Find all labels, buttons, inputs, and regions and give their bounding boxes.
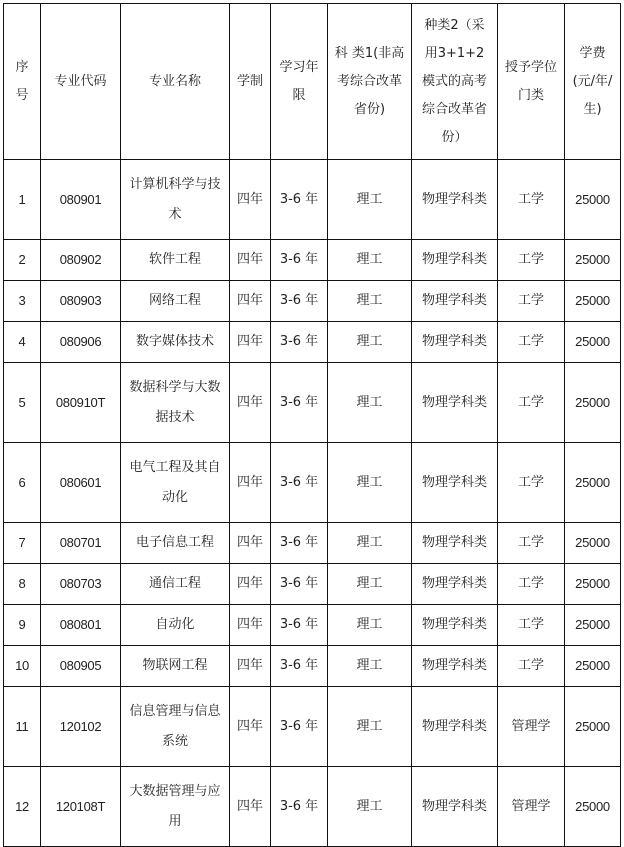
header-system: 学制 [230,4,271,160]
header-code: 专业代码 [41,4,121,160]
cell-index: 11 [4,687,41,767]
cell-code: 080903 [41,281,121,322]
cell-system: 四年 [230,523,271,564]
header-fee: 学费(元/年/生) [565,4,621,160]
cell-category1: 理工 [328,281,412,322]
cell-name: 数字媒体技术 [121,322,230,363]
cell-fee: 25000 [565,767,621,847]
cell-years: 3-6 年 [271,564,328,605]
cell-category1: 理工 [328,646,412,687]
cell-category1: 理工 [328,564,412,605]
cell-name: 软件工程 [121,240,230,281]
cell-category2: 物理学科类 [412,322,498,363]
cell-index: 3 [4,281,41,322]
cell-code: 080801 [41,605,121,646]
cell-index: 7 [4,523,41,564]
cell-category1: 理工 [328,363,412,443]
cell-name: 物联网工程 [121,646,230,687]
cell-years: 3-6 年 [271,523,328,564]
cell-degree: 工学 [498,443,565,523]
cell-category1: 理工 [328,687,412,767]
cell-category2: 物理学科类 [412,564,498,605]
cell-system: 四年 [230,160,271,240]
cell-code: 080901 [41,160,121,240]
cell-years: 3-6 年 [271,240,328,281]
cell-name: 电子信息工程 [121,523,230,564]
cell-category2: 物理学科类 [412,646,498,687]
cell-index: 1 [4,160,41,240]
cell-years: 3-6 年 [271,160,328,240]
cell-category2: 物理学科类 [412,160,498,240]
cell-category2: 物理学科类 [412,523,498,564]
majors-table [3,3,621,847]
cell-fee: 25000 [565,646,621,687]
table-row [4,767,621,847]
cell-fee: 25000 [565,160,621,240]
table-row [4,523,621,564]
cell-fee: 25000 [565,523,621,564]
cell-index: 9 [4,605,41,646]
cell-name: 计算机科学与技术 [121,160,230,240]
cell-code: 080701 [41,523,121,564]
table-row [4,363,621,443]
cell-name: 电气工程及其自动化 [121,443,230,523]
cell-name: 数据科学与大数据技术 [121,363,230,443]
cell-degree: 工学 [498,363,565,443]
cell-fee: 25000 [565,564,621,605]
header-name: 专业名称 [121,4,230,160]
cell-category1: 理工 [328,240,412,281]
cell-degree: 工学 [498,523,565,564]
cell-fee: 25000 [565,322,621,363]
header-row [4,4,621,160]
cell-code: 080910T [41,363,121,443]
cell-name: 信息管理与信息系统 [121,687,230,767]
cell-code: 080902 [41,240,121,281]
header-years: 学习年限 [271,4,328,160]
cell-degree: 管理学 [498,767,565,847]
cell-degree: 工学 [498,564,565,605]
cell-category2: 物理学科类 [412,605,498,646]
cell-name: 大数据管理与应用 [121,767,230,847]
header-degree: 授予学位门类 [498,4,565,160]
cell-category1: 理工 [328,605,412,646]
cell-category1: 理工 [328,322,412,363]
cell-system: 四年 [230,363,271,443]
cell-degree: 工学 [498,240,565,281]
table-row [4,605,621,646]
cell-degree: 管理学 [498,687,565,767]
cell-index: 6 [4,443,41,523]
cell-system: 四年 [230,605,271,646]
cell-degree: 工学 [498,322,565,363]
cell-category2: 物理学科类 [412,281,498,322]
cell-index: 8 [4,564,41,605]
cell-degree: 工学 [498,160,565,240]
cell-system: 四年 [230,564,271,605]
cell-index: 5 [4,363,41,443]
cell-degree: 工学 [498,646,565,687]
header-category2: 种类2（采用3+1+2 模式的高考综合改革省份） [412,4,498,160]
cell-degree: 工学 [498,281,565,322]
cell-name: 通信工程 [121,564,230,605]
cell-years: 3-6 年 [271,605,328,646]
cell-system: 四年 [230,322,271,363]
table-row [4,564,621,605]
cell-name: 自动化 [121,605,230,646]
table-row [4,240,621,281]
cell-system: 四年 [230,646,271,687]
table-row [4,687,621,767]
table-row [4,646,621,687]
cell-fee: 25000 [565,240,621,281]
cell-index: 12 [4,767,41,847]
cell-category2: 物理学科类 [412,240,498,281]
cell-fee: 25000 [565,281,621,322]
cell-years: 3-6 年 [271,687,328,767]
cell-years: 3-6 年 [271,767,328,847]
cell-category1: 理工 [328,523,412,564]
cell-fee: 25000 [565,687,621,767]
cell-code: 120108T [41,767,121,847]
cell-code: 080703 [41,564,121,605]
cell-code: 080601 [41,443,121,523]
cell-code: 080906 [41,322,121,363]
cell-name: 网络工程 [121,281,230,322]
cell-years: 3-6 年 [271,322,328,363]
cell-fee: 25000 [565,605,621,646]
cell-system: 四年 [230,687,271,767]
cell-category2: 物理学科类 [412,443,498,523]
cell-system: 四年 [230,240,271,281]
cell-code: 120102 [41,687,121,767]
cell-code: 080905 [41,646,121,687]
cell-years: 3-6 年 [271,443,328,523]
table-row [4,443,621,523]
cell-index: 4 [4,322,41,363]
cell-system: 四年 [230,281,271,322]
cell-category1: 理工 [328,767,412,847]
cell-years: 3-6 年 [271,281,328,322]
cell-system: 四年 [230,767,271,847]
cell-index: 10 [4,646,41,687]
cell-category2: 物理学科类 [412,363,498,443]
table-row [4,281,621,322]
cell-fee: 25000 [565,363,621,443]
cell-years: 3-6 年 [271,363,328,443]
cell-years: 3-6 年 [271,646,328,687]
table-row [4,322,621,363]
cell-index: 2 [4,240,41,281]
cell-degree: 工学 [498,605,565,646]
header-category1: 科 类1(非高考综合改革省份) [328,4,412,160]
table-row [4,160,621,240]
cell-fee: 25000 [565,443,621,523]
header-index: 序号 [4,4,41,160]
cell-category1: 理工 [328,160,412,240]
cell-category1: 理工 [328,443,412,523]
cell-category2: 物理学科类 [412,767,498,847]
cell-system: 四年 [230,443,271,523]
cell-category2: 物理学科类 [412,687,498,767]
